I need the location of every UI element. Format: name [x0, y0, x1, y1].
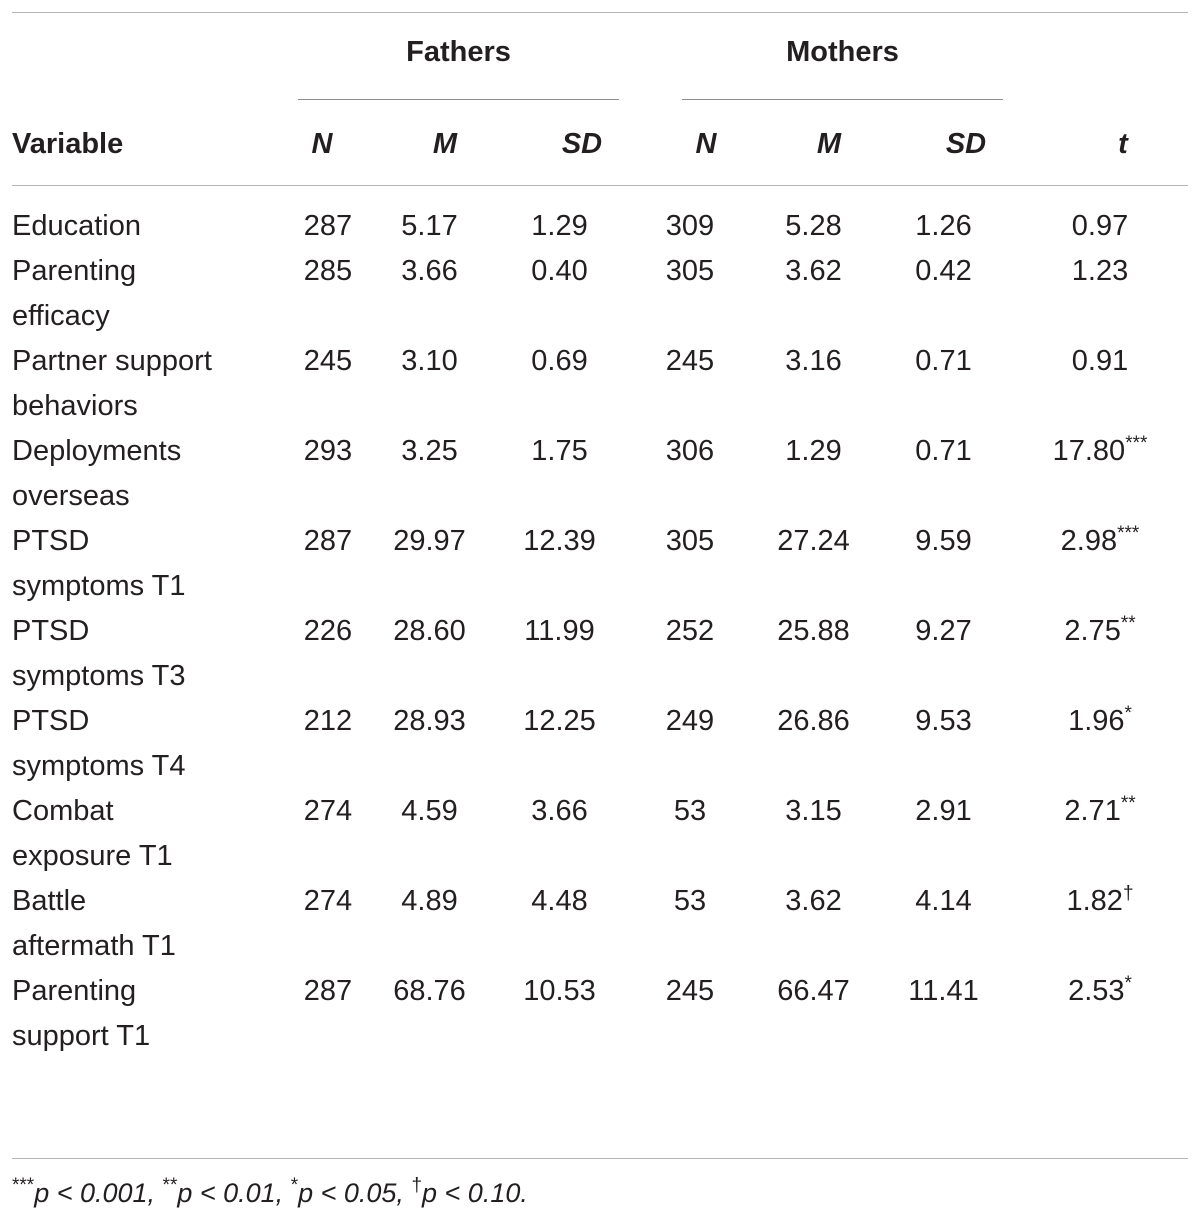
cell-fathers-n: 293 [303, 435, 353, 467]
data-table [12, 204, 1188, 1059]
cell-mothers-sd: 11.41 [908, 975, 979, 1007]
cell-mothers-n: 252 [665, 615, 715, 647]
cell-t [1012, 699, 1188, 789]
cell-mothers-m: 3.15 [785, 795, 842, 827]
table-row [12, 969, 1188, 1059]
cell-fathers-m: 3.66 [401, 255, 458, 287]
t-value: 2.98 [1060, 525, 1118, 557]
cell-fathers-sd: 4.48 [531, 885, 588, 917]
cell-fathers-sd: 1.75 [531, 435, 588, 467]
cell-t [1012, 789, 1188, 879]
table-row [12, 609, 1188, 699]
cell-variable [12, 699, 288, 789]
column-header-fathers-sd: SD [561, 128, 603, 160]
t-value: 0.91 [1071, 345, 1129, 377]
footnote-marker: † [411, 1175, 423, 1196]
cell-mothers-n: 53 [673, 885, 707, 917]
cell-variable [12, 789, 288, 879]
cell-fathers-sd: 11.99 [524, 615, 595, 647]
t-value: 1.96 [1068, 705, 1125, 737]
column-header-t: t [1118, 128, 1128, 160]
cell-fathers-sd: 1.29 [531, 210, 588, 242]
table-footnote [12, 1175, 528, 1209]
footnote-text: p < 0.001, [34, 1178, 163, 1208]
footnote-marker: * [290, 1175, 299, 1196]
cell-mothers-n: 53 [673, 795, 707, 827]
variable-line: exposure T1 [12, 840, 173, 872]
cell-fathers-n: 212 [303, 705, 353, 737]
cell-variable [12, 609, 288, 699]
footnote-text: p < 0.01, [177, 1178, 291, 1208]
variable-line: overseas [12, 480, 130, 512]
cell-mothers-sd: 1.26 [915, 210, 972, 242]
cell-fathers-sd: 10.53 [523, 975, 596, 1007]
cell-fathers-m: 5.17 [401, 210, 458, 242]
cell-fathers-sd: 12.25 [523, 705, 596, 737]
variable-line: PTSD [12, 525, 90, 557]
cell-t [1012, 339, 1188, 429]
significance-marker: ** [1120, 793, 1136, 814]
cell-fathers-sd: 0.40 [531, 255, 588, 287]
cell-fathers-sd: 12.39 [523, 525, 596, 557]
cell-mothers-sd: 9.27 [915, 615, 972, 647]
table-row [12, 429, 1188, 519]
t-value: 0.97 [1071, 210, 1129, 242]
group-header-fathers: Fathers [406, 36, 511, 68]
cell-mothers-n: 306 [665, 435, 715, 467]
footnote-marker: *** [12, 1175, 35, 1196]
cell-t [1012, 204, 1188, 249]
cell-variable [12, 879, 288, 969]
variable-line: behaviors [12, 390, 138, 422]
cell-t [1012, 249, 1188, 339]
cell-mothers-m: 3.16 [785, 345, 842, 377]
cell-mothers-m: 1.29 [785, 435, 842, 467]
significance-marker: *** [1117, 523, 1140, 544]
significance-marker: * [1124, 703, 1132, 724]
variable-line: Education [12, 210, 141, 242]
cell-fathers-m: 4.89 [401, 885, 458, 917]
variable-line: Parenting [12, 975, 137, 1007]
column-header-variable: Variable [12, 128, 124, 160]
cell-mothers-sd: 9.59 [915, 525, 972, 557]
cell-mothers-n: 309 [665, 210, 715, 242]
cell-mothers-m: 25.88 [777, 615, 850, 647]
cell-variable [12, 204, 288, 249]
footnote-text: p < 0.10. [422, 1178, 528, 1208]
cell-mothers-m: 5.28 [785, 210, 842, 242]
variable-line: symptoms T4 [12, 750, 186, 782]
cell-fathers-m: 28.60 [393, 615, 466, 647]
cell-fathers-n: 285 [303, 255, 353, 287]
group-header-mothers: Mothers [786, 36, 899, 68]
variable-line: symptoms T3 [12, 660, 186, 692]
cell-mothers-sd: 4.14 [915, 885, 972, 917]
cell-mothers-m: 27.24 [777, 525, 850, 557]
cell-variable [12, 429, 288, 519]
significance-marker: † [1122, 883, 1134, 904]
table-row [12, 789, 1188, 879]
header-rule [12, 185, 1188, 186]
cell-t [1012, 519, 1188, 609]
significance-marker: * [1124, 973, 1132, 994]
cell-variable [12, 339, 288, 429]
cell-mothers-sd: 9.53 [915, 705, 972, 737]
variable-line: Partner support [12, 345, 212, 377]
variable-line: symptoms T1 [12, 570, 186, 602]
table-row [12, 519, 1188, 609]
cell-t [1012, 609, 1188, 699]
table-row [12, 699, 1188, 789]
cell-fathers-n: 226 [303, 615, 353, 647]
cell-fathers-n: 274 [303, 795, 353, 827]
column-header-mothers-sd: SD [945, 128, 987, 160]
footnote-marker: ** [162, 1175, 178, 1196]
column-header-mothers-n: N [695, 128, 717, 160]
table-row [12, 339, 1188, 429]
variable-line: aftermath T1 [12, 930, 176, 962]
cell-fathers-n: 287 [303, 210, 353, 242]
cell-fathers-m: 68.76 [393, 975, 466, 1007]
cell-mothers-n: 249 [665, 705, 715, 737]
cell-fathers-m: 3.10 [401, 345, 458, 377]
cell-fathers-m: 3.25 [401, 435, 458, 467]
table-row [12, 204, 1188, 249]
t-value: 1.82 [1066, 885, 1123, 917]
cell-mothers-sd: 0.71 [915, 345, 972, 377]
variable-line: support T1 [12, 1020, 151, 1052]
cell-mothers-sd: 2.91 [915, 795, 972, 827]
variable-line: Battle [12, 885, 87, 917]
cell-mothers-n: 305 [665, 525, 715, 557]
column-header-fathers-m: M [432, 128, 458, 160]
variable-line: Deployments [12, 435, 182, 467]
cell-t [1012, 879, 1188, 969]
table-row [12, 249, 1188, 339]
cell-mothers-m: 26.86 [777, 705, 850, 737]
cell-fathers-sd: 3.66 [531, 795, 588, 827]
variable-line: PTSD [12, 705, 90, 737]
variable-line: PTSD [12, 615, 90, 647]
footnote-text: p < 0.05, [298, 1178, 412, 1208]
t-value: 17.80 [1052, 435, 1126, 467]
cell-mothers-n: 305 [665, 255, 715, 287]
cell-t [1012, 429, 1188, 519]
significance-marker: ** [1120, 613, 1136, 634]
t-value: 2.75 [1064, 615, 1121, 647]
table-body [12, 204, 1188, 1059]
t-value: 2.71 [1064, 795, 1121, 827]
cell-mothers-sd: 0.71 [915, 435, 972, 467]
cell-mothers-m: 3.62 [785, 885, 842, 917]
cell-mothers-m: 66.47 [777, 975, 850, 1007]
fathers-group-rule [298, 99, 619, 100]
cell-fathers-n: 287 [303, 525, 353, 557]
cell-mothers-m: 3.62 [785, 255, 842, 287]
cell-variable [12, 249, 288, 339]
cell-variable [12, 519, 288, 609]
cell-fathers-sd: 0.69 [531, 345, 588, 377]
variable-line: Parenting [12, 255, 137, 287]
table-row [12, 879, 1188, 969]
bottom-rule [12, 1158, 1188, 1159]
cell-mothers-sd: 0.42 [915, 255, 972, 287]
variable-line: efficacy [12, 300, 110, 332]
cell-fathers-m: 29.97 [393, 525, 466, 557]
cell-fathers-n: 274 [303, 885, 353, 917]
variable-line: Combat [12, 795, 114, 827]
cell-fathers-m: 4.59 [401, 795, 458, 827]
cell-fathers-m: 28.93 [393, 705, 466, 737]
column-header-fathers-n: N [311, 128, 333, 160]
t-value: 2.53 [1068, 975, 1125, 1007]
significance-marker: *** [1125, 433, 1148, 454]
cell-variable [12, 969, 288, 1059]
t-value: 1.23 [1071, 255, 1129, 287]
cell-t [1012, 969, 1188, 1059]
cell-fathers-n: 287 [303, 975, 353, 1007]
cell-mothers-n: 245 [665, 345, 715, 377]
top-rule [12, 12, 1188, 13]
mothers-group-rule [682, 99, 1003, 100]
cell-fathers-n: 245 [303, 345, 353, 377]
cell-mothers-n: 245 [665, 975, 715, 1007]
column-header-mothers-m: M [816, 128, 842, 160]
